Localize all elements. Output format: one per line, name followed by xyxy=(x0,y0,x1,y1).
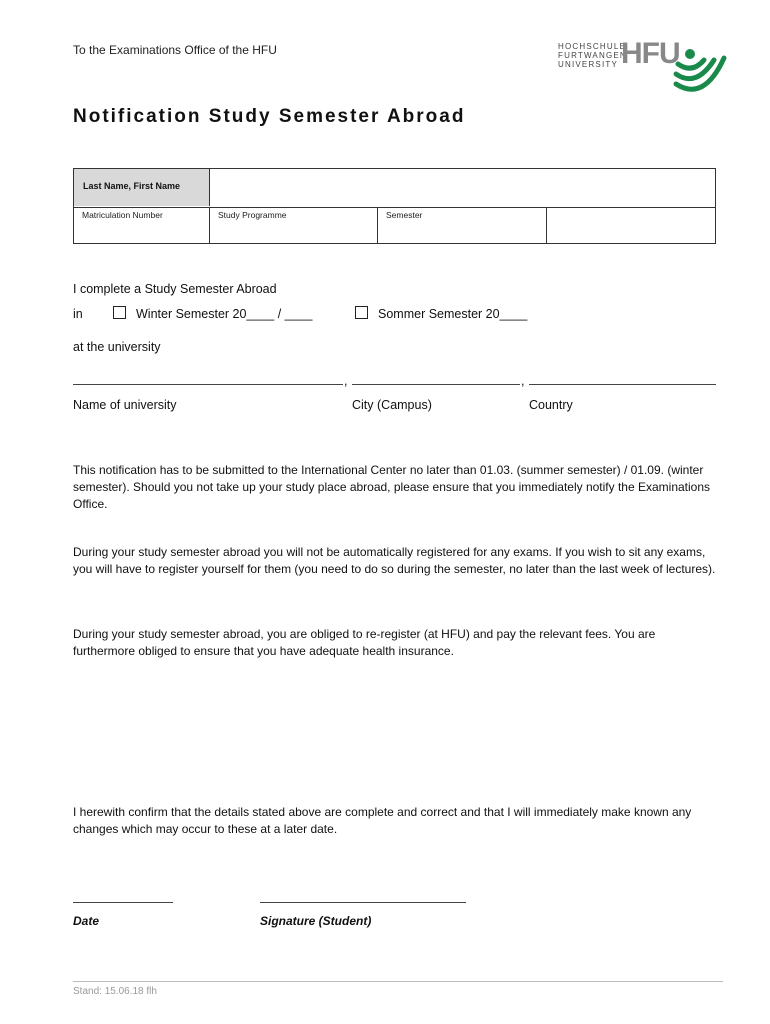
logo-arcs-icon xyxy=(670,38,728,98)
comma-1: , xyxy=(344,374,348,388)
study-abroad-intro: I complete a Study Semester Abroad xyxy=(73,282,277,296)
date-line[interactable] xyxy=(73,902,173,903)
country-line[interactable] xyxy=(529,384,716,385)
comma-2: , xyxy=(521,374,525,388)
university-name-caption: Name of university xyxy=(73,398,177,412)
matriculation-field[interactable] xyxy=(74,207,210,243)
semester-label-cell xyxy=(378,207,547,243)
date-label: Date xyxy=(73,914,100,928)
paragraph-deadline: This notification has to be submitted to the International Center no later than 01.03. (summer semester) / 01.09. (winter semester). Should you not take up your study place abroad, please ensure that you immediately notify the Examinations Office. xyxy=(73,463,711,511)
city-line[interactable] xyxy=(352,384,520,385)
matriculation-label: Matriculation Number xyxy=(82,210,163,220)
logo-line-3: UNIVERSITY xyxy=(558,60,619,69)
semester-field[interactable] xyxy=(547,207,715,243)
winter-semester-checkbox[interactable] xyxy=(113,306,126,319)
at-university-label: at the university xyxy=(73,340,161,354)
winter-semester-label: Winter Semester 20____ / ____ xyxy=(136,307,313,321)
name-label: Last Name, First Name xyxy=(74,169,210,206)
details-row xyxy=(74,207,715,243)
city-caption: City (Campus) xyxy=(352,398,432,412)
name-row xyxy=(74,169,715,208)
logo-line-2: FURTWANGEN xyxy=(558,51,627,60)
signature-label: Signature (Student) xyxy=(260,914,372,928)
summer-semester-label: Sommer Semester 20____ xyxy=(378,307,528,321)
university-name-line[interactable] xyxy=(73,384,343,385)
logo-line-1: HOCHSCHULE xyxy=(558,42,627,51)
logo-hfu-mark: HFU xyxy=(621,37,680,70)
name-field[interactable] xyxy=(211,169,715,206)
footer-divider xyxy=(73,981,723,982)
semester-label: Semester xyxy=(386,210,423,220)
programme-field[interactable] xyxy=(210,207,378,243)
paragraph-confirmation: I herewith confirm that the details stated above are complete and correct and that I will immediately make known any changes which may occur to these at a later date. xyxy=(73,805,692,836)
footer-stand: Stand: 15.06.18 flh xyxy=(73,986,157,997)
hfu-logo xyxy=(558,38,728,98)
paragraph-exams: During your study semester abroad you will not be automatically registered for any exams. If you wish to sit any exams, you will have to register yourself for them (you need to do so during the semester, no later than the last week of lectures). xyxy=(73,545,716,576)
in-label: in xyxy=(73,307,83,321)
student-details-table xyxy=(73,168,716,244)
summer-semester-checkbox[interactable] xyxy=(355,306,368,319)
signature-line[interactable] xyxy=(260,902,466,903)
page-title: Notification Study Semester Abroad xyxy=(73,106,466,127)
addressee-line: To the Examinations Office of the HFU xyxy=(73,43,277,57)
logo-wordmark xyxy=(558,42,627,69)
paragraph-reregister: During your study semester abroad, you are obliged to re-register (at HFU) and pay the relevant fees. You are furthermore obliged to ensure that you have adequate health insurance. xyxy=(73,627,656,658)
country-caption: Country xyxy=(529,398,573,412)
programme-label: Study Programme xyxy=(218,210,287,220)
